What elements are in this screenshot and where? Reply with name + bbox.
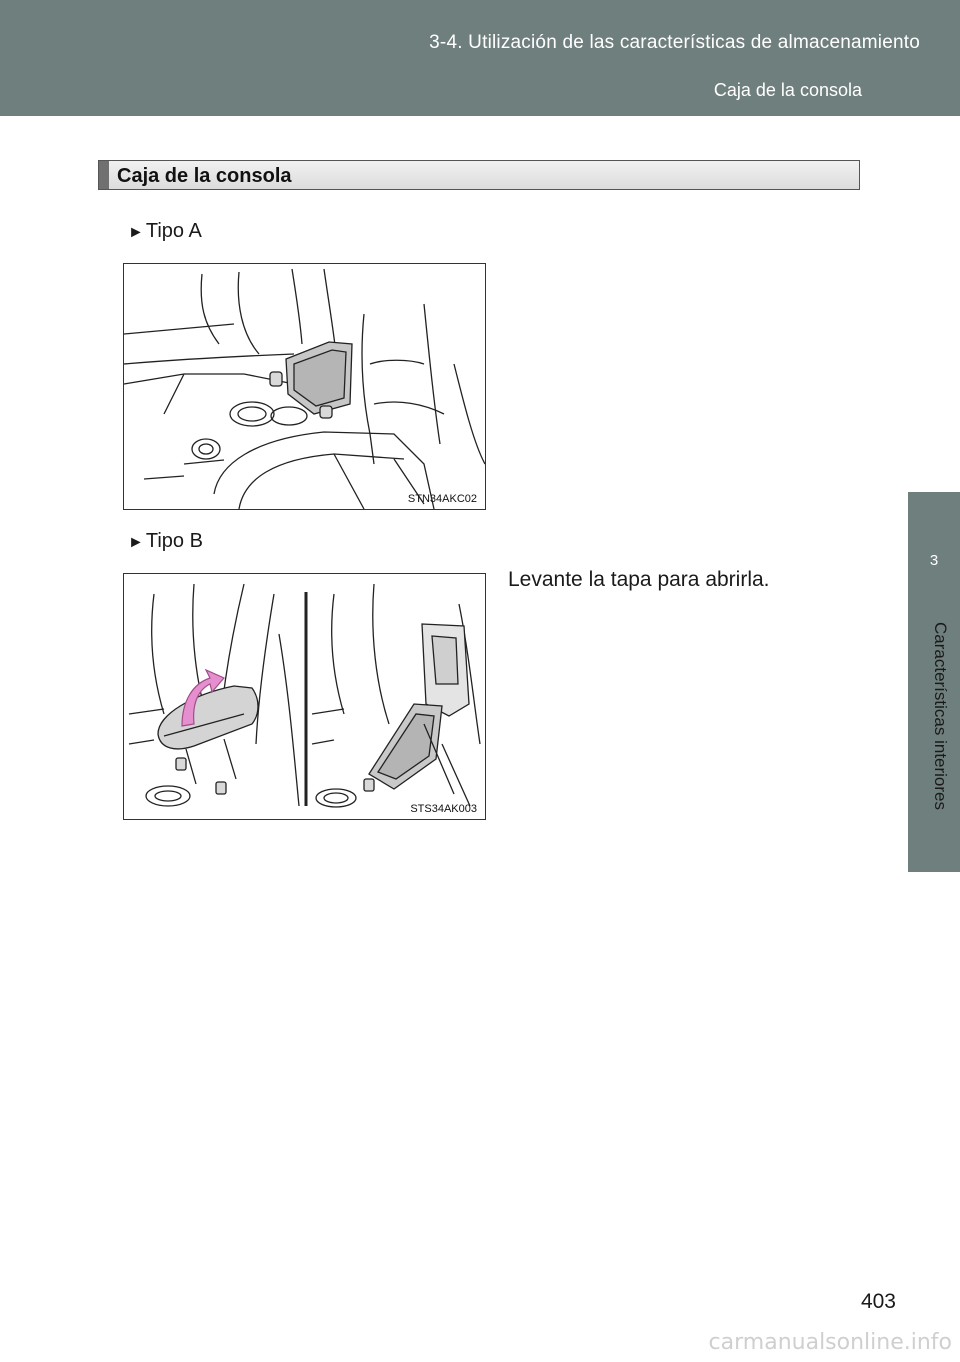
figure-a-code: STN34AKC02 [407,493,477,505]
console-box-illustration [124,264,485,509]
type-a-label [128,220,202,243]
chapter-number: 3 [929,552,939,569]
chapter-label: Características interiores [931,622,950,811]
section-heading [98,160,860,190]
section-path: 3-4. Utilización de las características de almacenamiento [429,32,920,53]
triangle-bullet-icon: ► [128,534,144,551]
triangle-bullet-icon: ► [128,224,144,241]
armrest-open-illustration [124,574,485,819]
figure-type-b [123,573,486,820]
heading-accent-bar [99,161,109,189]
figure-b-code: STS34AK003 [410,803,477,815]
page-number: 403 [860,1290,896,1313]
header-band [0,0,960,116]
type-b-label [128,530,203,553]
figure-type-a [123,263,486,510]
type-b-text: Tipo B [145,530,203,552]
watermark: carmanualsonline.info [708,1330,952,1355]
section-subtitle: Caja de la consola [713,80,862,100]
chapter-tab [908,492,960,872]
instruction-text: Levante la tapa para abrirla. [508,568,770,591]
type-a-text: Tipo A [145,220,202,242]
heading-text: Caja de la consola [117,165,292,187]
